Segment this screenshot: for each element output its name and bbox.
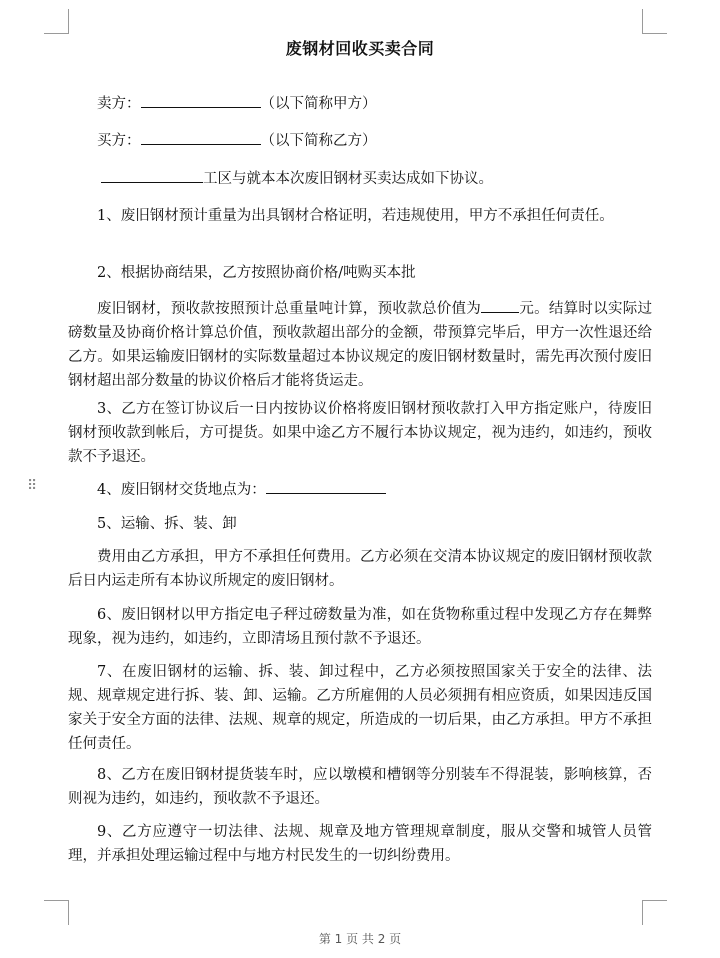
clause-2-heading: 2、根据协商结果，乙方按照协商价格/吨购买本批 xyxy=(97,265,416,281)
intro-text: 工区与就本本次废旧钢材买卖达成如下协议。 xyxy=(203,171,493,187)
drag-handle-icon[interactable]: ⠿ xyxy=(27,478,38,494)
page-number: 第 1 页 共 2 页 xyxy=(318,932,402,946)
clause-2-body-b: 元。结算时以实际过磅数量及协商价格计算总价值，预收款超出部分的金额，带预算完毕后，甲方一次性退还给乙方。如果运输废旧钢材的实际数量超过本协议规定的废旧钢材数量时，需先再次预付废旧钢材超出部分数量的协议价格后才能将货运走。 xyxy=(68,301,653,389)
delivery-location-blank[interactable] xyxy=(266,478,386,494)
intro-line xyxy=(68,167,652,191)
clause-4-line xyxy=(68,478,652,502)
clause-9: 9、乙方应遵守一切法律、法规、规章及地方管理规章制度，服从交警和城管人员管理，并承担处理运输过程中与地方村民发生的一切纠纷费用。 xyxy=(68,824,652,864)
clause-8: 8、乙方在废旧钢材提货装车时，应以墩模和槽钢等分别装车不得混装，影响核算，否则视为违约，如违约，预收款不予退还。 xyxy=(68,767,652,807)
clause-3: 3、乙方在签订协议后一日内按协议价格将废旧钢材预收款打入甲方指定账户，待废旧钢材预收款到帐后，方可提货。如果中途乙方不履行本协议规定，视为违约，如违约，预收款不予退还。 xyxy=(68,401,652,465)
buyer-suffix: （以下简称乙方） xyxy=(260,133,377,149)
clause-2-body xyxy=(68,297,652,393)
page-corner-mark xyxy=(642,9,667,34)
buyer-label: 买方： xyxy=(97,133,141,149)
clause-7: 7、在废旧钢材的运输、拆、装、卸过程中，乙方必须按照国家关于安全的法律、法规、规章规定进行拆、装、卸、运输。乙方所雇佣的人员必须拥有相应资质，如果因违反国家关于安全方面的法律、法规、规章的规定，所造成的一切后果，由乙方承担。甲方不承担任何责任。 xyxy=(68,664,652,752)
clause-1: 1、废旧钢材预计重量为出具钢材合格证明，若违规使用，甲方不承担任何责任。 xyxy=(97,208,614,224)
clause-5-body: 费用由乙方承担，甲方不承担任何费用。乙方必须在交清本协议规定的废旧钢材预收款后日内运走所有本协议所规定的废旧钢材。 xyxy=(68,549,652,589)
clause-6: 6、废旧钢材以甲方指定电子秤过磅数量为准，如在货物称重过程中发现乙方存在舞弊现象，视为违约，如违约，立即清场且预付款不予退还。 xyxy=(68,607,652,647)
seller-blank[interactable] xyxy=(141,92,261,108)
page-corner-mark xyxy=(44,900,69,925)
work-area-blank[interactable] xyxy=(101,167,203,183)
page-corner-mark xyxy=(642,900,667,925)
seller-label: 卖方： xyxy=(97,96,141,112)
document-title: 废钢材回收买卖合同 xyxy=(285,39,435,58)
buyer-line xyxy=(68,129,652,153)
seller-line xyxy=(68,92,652,116)
clause-4-label: 4、废旧钢材交货地点为： xyxy=(97,482,266,498)
page-corner-mark xyxy=(44,9,69,34)
buyer-blank[interactable] xyxy=(141,129,261,145)
clause-5-heading: 5、运输、拆、装、卸 xyxy=(97,516,237,532)
seller-suffix: （以下简称甲方） xyxy=(260,96,377,112)
clause-2-body-a: 废旧钢材，预收款按照预计总重量吨计算，预收款总价值为 xyxy=(97,301,482,317)
prepayment-amount-blank[interactable] xyxy=(481,297,519,313)
